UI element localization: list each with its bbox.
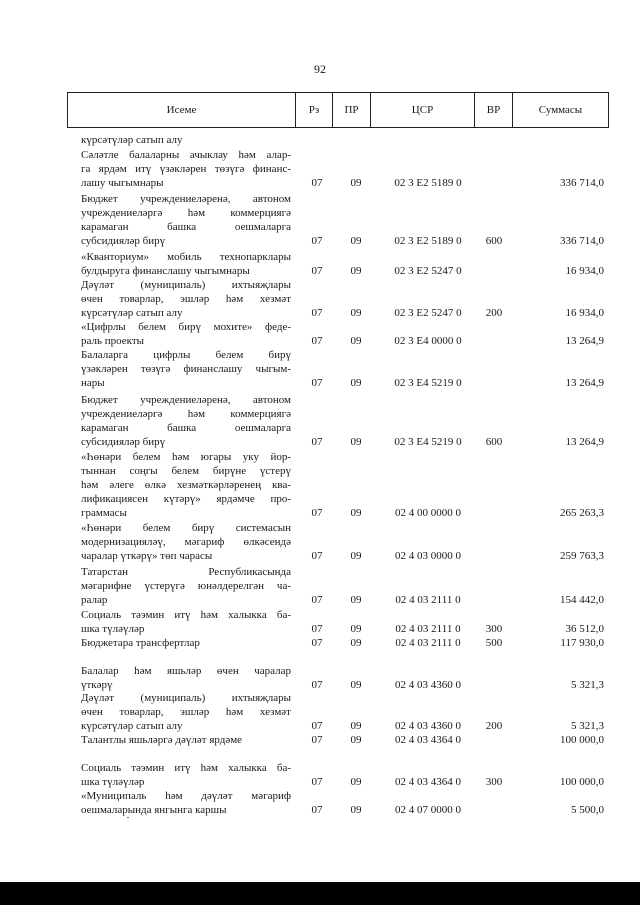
row-rz: 07 — [311, 804, 323, 816]
row-sum: 36 512,0 — [565, 623, 604, 635]
row-vr — [480, 549, 508, 563]
table-row — [0, 148, 640, 190]
row-name-line: «Цифрлы белем бирү мохите» феде- — [81, 321, 291, 333]
table-row — [0, 192, 640, 248]
row-name-line: Бюджет учреждениеләренә, автоном — [81, 394, 291, 406]
row-pr: 09 — [350, 594, 362, 606]
row-pr: 09 — [350, 804, 362, 816]
row-csr: 02 3 Е2 5189 0 — [394, 177, 462, 189]
row-csr: 02 4 03 4364 0 — [395, 734, 461, 746]
row-sum: 100 000,0 — [560, 776, 604, 788]
row-sum: 117 930,0 — [560, 637, 604, 649]
row-name-line: шка түләүләр — [81, 776, 145, 788]
row-rz: 07 — [311, 623, 323, 635]
row-name-line: «Һөнәри белем бирү системасын — [81, 522, 291, 534]
row-name-line: Татарстан Республикасында — [81, 566, 291, 578]
row-sum: 259 763,3 — [560, 550, 604, 562]
row-name-line: субсидияләр бирү — [81, 235, 166, 247]
row-pr: 09 — [350, 623, 362, 635]
row-rz: 07 — [311, 377, 323, 389]
row-name — [81, 789, 291, 817]
row-name — [81, 521, 291, 563]
row-csr: 02 4 00 0000 0 — [395, 507, 461, 519]
row-name-line: үзәкләрен төзүгә финанслашу чыгым- — [81, 363, 291, 375]
row-name-line: лификациясен күтәрү» ярдәмче про- — [81, 493, 291, 505]
row-name — [81, 278, 291, 320]
row-pr: 09 — [350, 436, 362, 448]
row-pr: 09 — [350, 335, 362, 347]
row-csr: 02 4 03 2111 0 — [395, 637, 461, 649]
row-rz: 07 — [311, 734, 323, 746]
row-vr — [480, 678, 508, 692]
row-sum — [512, 133, 604, 147]
row-name — [81, 565, 291, 607]
row-name-line: өчен товарлар, эшләр һәм хезмәт — [81, 293, 291, 305]
row-vr — [480, 733, 508, 747]
table-row — [0, 348, 640, 390]
table-row — [0, 278, 640, 320]
scan-speck — [127, 817, 129, 818]
row-name-line: карамаган башка оешмаларга — [81, 221, 291, 233]
row-vr — [480, 334, 508, 348]
row-vr: 200 — [485, 307, 503, 319]
row-name-line: Социаль тәэмин итү һәм халыкка ба- — [81, 762, 291, 774]
row-sum: 16 934,0 — [565, 265, 604, 277]
row-name-line: булдыруга финанслашу чыгымнары — [81, 265, 250, 277]
row-sum: 13 264,9 — [565, 377, 604, 389]
page-number: 92 — [314, 62, 326, 76]
table-row — [0, 733, 640, 747]
row-pr: 09 — [350, 507, 362, 519]
row-name-line: Социаль тәэмин итү һәм халыкка ба- — [81, 609, 291, 621]
row-csr: 02 3 Е4 0000 0 — [394, 335, 462, 347]
header-csr: ЦСР — [371, 93, 475, 127]
scan-bottom-edge — [0, 882, 640, 905]
table-row — [0, 393, 640, 449]
row-name-line: Сәләтле балаларны ачыклау һәм алар- — [81, 149, 291, 161]
row-name-line: субсидияләр бирү — [81, 436, 166, 448]
row-name-line: Балаларга цифрлы белем бирү — [81, 349, 291, 361]
row-name-line: раль проекты — [81, 335, 145, 347]
row-pr: 09 — [350, 679, 362, 691]
row-vr — [480, 133, 508, 147]
row-name-line: һәм әлеге өлкә хезмәткәрләренең ква- — [81, 479, 291, 491]
row-name-line: карамаган башка оешмаларга — [81, 422, 291, 434]
row-vr: 300 — [485, 776, 503, 788]
row-sum: 336 714,0 — [560, 235, 604, 247]
row-name-line: мәгарифне үстерүгә юнәлдерелгән ча- — [81, 580, 291, 592]
row-pr: 09 — [350, 776, 362, 788]
row-csr: 02 3 Е2 5189 0 — [394, 235, 462, 247]
row-pr: 09 — [350, 177, 362, 189]
row-vr: 600 — [485, 436, 503, 448]
row-sum: 154 442,0 — [560, 594, 604, 606]
row-name — [81, 450, 291, 520]
row-name-line: Талантлы яшьләргә дәүләт ярдәме — [81, 734, 243, 746]
row-name-line: күрсәтүләр сатып алу — [81, 134, 183, 146]
row-name — [81, 608, 291, 636]
row-name-line: нары — [81, 377, 105, 389]
row-name — [81, 348, 291, 390]
row-name — [81, 320, 291, 348]
table-row — [0, 789, 640, 817]
table-row — [0, 636, 640, 650]
row-pr: 09 — [350, 550, 362, 562]
row-rz: 07 — [311, 335, 323, 347]
row-vr — [480, 264, 508, 278]
row-csr: 02 3 Е4 5219 0 — [394, 436, 462, 448]
row-csr: 02 3 Е2 5247 0 — [394, 307, 462, 319]
row-rz: 07 — [311, 307, 323, 319]
row-csr: 02 4 03 4360 0 — [395, 720, 461, 732]
header-sum: Суммасы — [538, 104, 583, 116]
row-sum: 5 321,3 — [571, 679, 604, 691]
row-vr — [480, 376, 508, 390]
row-vr: 300 — [485, 623, 503, 635]
row-rz: 07 — [311, 436, 323, 448]
row-name-line: Бюджетара трансфертлар — [81, 637, 200, 649]
row-pr: 09 — [350, 265, 362, 277]
row-name-line: «Кванториум» мобиль технопарклары — [81, 251, 291, 263]
row-name-line: модернизацияләү, мәгариф өлкәсендә — [81, 536, 291, 548]
row-name-line: граммасы — [81, 507, 127, 519]
table-header — [67, 92, 609, 128]
row-csr: 02 3 Е4 5219 0 — [394, 377, 462, 389]
row-pr: 09 — [350, 235, 362, 247]
row-csr: 02 3 Е2 5247 0 — [394, 265, 462, 277]
row-csr: 02 4 03 4364 0 — [395, 776, 461, 788]
row-vr: 200 — [485, 720, 503, 732]
row-name — [81, 761, 291, 789]
row-rz: 07 — [311, 550, 323, 562]
row-vr — [480, 506, 508, 520]
row-name-line: оешмаларында янгынга каршы — [81, 804, 227, 816]
row-name-line: учреждениеләргә һәм коммерциягә — [81, 408, 291, 420]
row-sum: 5 321,3 — [571, 720, 604, 732]
row-rz: 07 — [311, 679, 323, 691]
row-csr: 02 4 03 4360 0 — [395, 679, 461, 691]
table-row — [0, 320, 640, 348]
row-rz: 07 — [311, 776, 323, 788]
row-name-line: лашу чыгымнары — [81, 177, 164, 189]
row-name — [81, 733, 291, 747]
row-rz: 07 — [311, 637, 323, 649]
table-row — [0, 450, 640, 520]
row-name — [81, 192, 291, 248]
row-name-line: шка түләүләр — [81, 623, 145, 635]
row-csr: 02 4 07 0000 0 — [395, 804, 461, 816]
table-row — [0, 691, 640, 733]
row-csr: 02 4 03 2111 0 — [395, 623, 461, 635]
row-name-line: чаралар үткәрү» төп чарасы — [81, 550, 213, 562]
table-row — [0, 664, 640, 692]
row-name-line: учреждениеләргә һәм коммерциягә — [81, 207, 291, 219]
row-name-line: өчен товарлар, эшләр һәм хезмәт — [81, 706, 291, 718]
row-name-line: күрсәтүләр сатып алу — [81, 720, 183, 732]
row-rz: 07 — [311, 265, 323, 277]
row-name-line: күрсәтүләр сатып алу — [81, 307, 183, 319]
header-pr: ПР — [333, 93, 371, 127]
row-sum: 16 934,0 — [565, 307, 604, 319]
row-name-line: Дәүләт (муниципаль) ихтыяҗлары — [81, 692, 291, 704]
row-name-line: Бюджет учреждениеләренә, автоном — [81, 193, 291, 205]
row-rz: 07 — [311, 177, 323, 189]
row-name-line: тыннан соңгы белем бирүне үстерү — [81, 465, 291, 477]
header-rz: Рз — [296, 93, 333, 127]
row-name-line: Балалар һәм яшьләр өчен чаралар — [81, 665, 291, 677]
row-sum: 336 714,0 — [560, 177, 604, 189]
row-vr: 600 — [485, 235, 503, 247]
table-row — [0, 521, 640, 563]
row-name-line: Дәүләт (муниципаль) ихтыяҗлары — [81, 279, 291, 291]
row-csr: 02 4 03 2111 0 — [395, 594, 461, 606]
row-pr: 09 — [350, 734, 362, 746]
row-pr: 09 — [350, 720, 362, 732]
header-vr: ВР — [475, 93, 513, 127]
row-pr — [344, 133, 368, 147]
row-name — [81, 250, 291, 278]
row-name — [81, 636, 291, 650]
row-sum: 100 000,0 — [560, 734, 604, 746]
table-row — [0, 565, 640, 607]
row-rz — [305, 133, 329, 147]
header-name: Исеме — [68, 93, 296, 127]
row-vr — [480, 803, 508, 817]
row-csr — [382, 133, 474, 147]
row-rz: 07 — [311, 235, 323, 247]
row-name — [81, 393, 291, 449]
row-csr: 02 4 03 0000 0 — [395, 550, 461, 562]
row-name-line: «Муниципаль һәм дәүләт мәгариф — [81, 790, 291, 802]
row-rz: 07 — [311, 720, 323, 732]
row-rz: 07 — [311, 507, 323, 519]
table-row — [0, 133, 640, 147]
row-sum: 13 264,9 — [565, 335, 604, 347]
row-name-line: ралар — [81, 594, 108, 606]
row-sum: 13 264,9 — [565, 436, 604, 448]
row-pr: 09 — [350, 307, 362, 319]
row-vr — [480, 593, 508, 607]
row-sum: 5 500,0 — [571, 804, 604, 816]
table-row — [0, 250, 640, 278]
row-pr: 09 — [350, 377, 362, 389]
row-sum: 265 263,3 — [560, 507, 604, 519]
row-rz: 07 — [311, 594, 323, 606]
row-name-line: га ярдәм итү үзәкләрен төзүгә финанс- — [81, 163, 291, 175]
row-name — [81, 148, 291, 190]
row-name-line: үткәрү — [81, 679, 113, 691]
row-name-line: «Һөнәри белем һәм югары уку йор- — [81, 451, 291, 463]
table-row — [0, 608, 640, 636]
row-name — [81, 664, 291, 692]
table-row — [0, 761, 640, 789]
row-vr — [480, 176, 508, 190]
row-name — [81, 133, 291, 147]
row-vr: 500 — [485, 637, 503, 649]
row-name — [81, 691, 291, 733]
row-pr: 09 — [350, 637, 362, 649]
